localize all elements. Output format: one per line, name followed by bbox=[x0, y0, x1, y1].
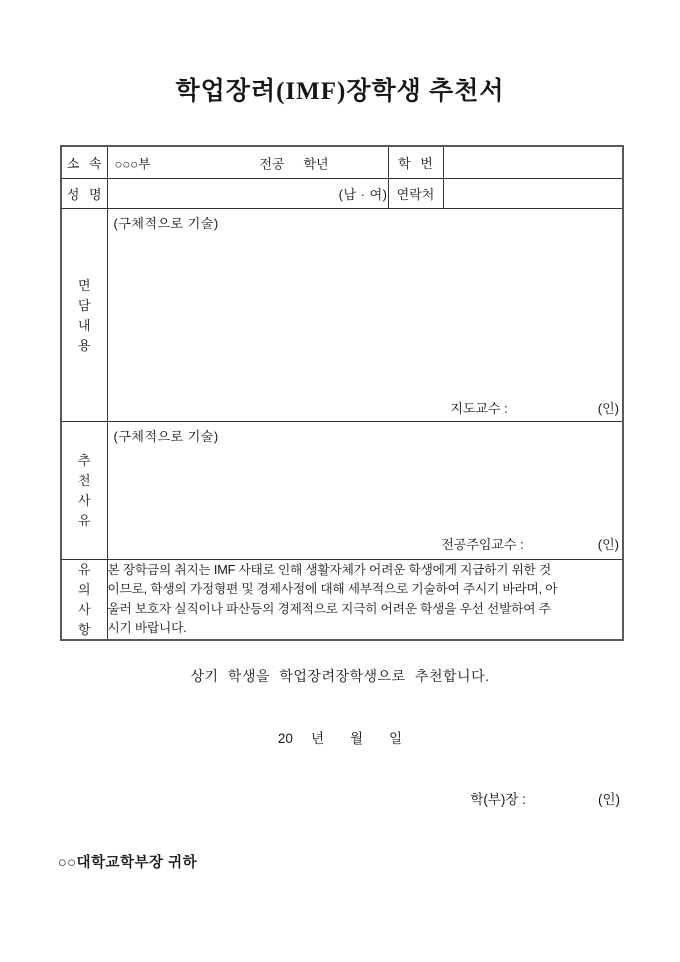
date-day-label: 일 bbox=[389, 731, 403, 746]
student-id-label: 학 번 bbox=[388, 146, 443, 179]
table-row bbox=[61, 422, 623, 560]
notice-text-area bbox=[107, 560, 623, 641]
affiliation-value: ○○○부 bbox=[114, 156, 151, 171]
dean-seal: (인) bbox=[597, 792, 620, 807]
date-year-label: 년 bbox=[310, 731, 324, 746]
date-month-label: 월 bbox=[349, 731, 364, 746]
affiliation-label: 소 속 bbox=[61, 146, 107, 179]
recommendation-statement: 상기 학생을 학업장려장학생으로 추천합니다. bbox=[190, 668, 490, 684]
major-head-sign-line bbox=[441, 534, 619, 553]
gender-hint: (남 · 여) bbox=[338, 187, 388, 202]
advisor-sign-label: 지도교수 : bbox=[450, 401, 508, 416]
interview-content-area[interactable] bbox=[107, 209, 623, 422]
notice-line: 울러 보호자 실직이나 파산등의 경제적으로 지극히 어려운 학생을 우선 선발하여 주 bbox=[107, 601, 551, 616]
reason-section-label: 추 천 사 유 bbox=[61, 422, 107, 560]
contact-label: 연락처 bbox=[388, 179, 443, 209]
reason-content-area[interactable] bbox=[107, 422, 623, 560]
contact-value-cell[interactable] bbox=[443, 179, 623, 209]
page-title: 학업장려(IMF)장학생 추천서 bbox=[175, 78, 505, 105]
grade-label: 학년 bbox=[303, 156, 329, 171]
major-label: 전공 bbox=[259, 156, 285, 171]
form-table bbox=[60, 145, 624, 641]
major-head-seal: (인) bbox=[597, 537, 619, 552]
advisor-seal: (인) bbox=[597, 401, 619, 416]
reason-placeholder: (구체적으로 기술) bbox=[113, 429, 219, 444]
dean-sign-label: 학(부)장 : bbox=[470, 792, 526, 807]
table-row bbox=[61, 179, 623, 209]
notice-line: 본 장학금의 취지는 IMF 사태로 인해 생활자체가 어려운 학생에게 지급하기 위한 것 bbox=[107, 562, 552, 577]
interview-section-label: 면 담 내 용 bbox=[61, 209, 107, 422]
table-row bbox=[61, 146, 623, 179]
table-row bbox=[61, 209, 623, 422]
major-head-sign-label: 전공주임교수 : bbox=[441, 537, 524, 552]
table-row bbox=[61, 560, 623, 641]
date-year-prefix: 20 bbox=[277, 731, 293, 746]
name-label: 성 명 bbox=[61, 179, 107, 209]
student-id-value-cell[interactable] bbox=[443, 146, 623, 179]
affiliation-cell[interactable] bbox=[107, 146, 388, 179]
name-value-cell[interactable] bbox=[107, 179, 388, 209]
notice-section-label: 유 의 사 항 bbox=[61, 560, 107, 641]
advisor-sign-line bbox=[450, 398, 619, 417]
addressee-line: ○○대학교학부장 귀하 bbox=[58, 855, 198, 871]
notice-line: 시기 바랍니다. bbox=[107, 620, 187, 635]
dean-sign-line bbox=[470, 788, 620, 808]
notice-line: 이므로, 학생의 가정형편 및 경제사정에 대해 세부적으로 기술하여 주시기 바라며, 아 bbox=[107, 582, 558, 597]
interview-placeholder: (구체적으로 기술) bbox=[113, 216, 219, 231]
date-line bbox=[0, 727, 680, 747]
